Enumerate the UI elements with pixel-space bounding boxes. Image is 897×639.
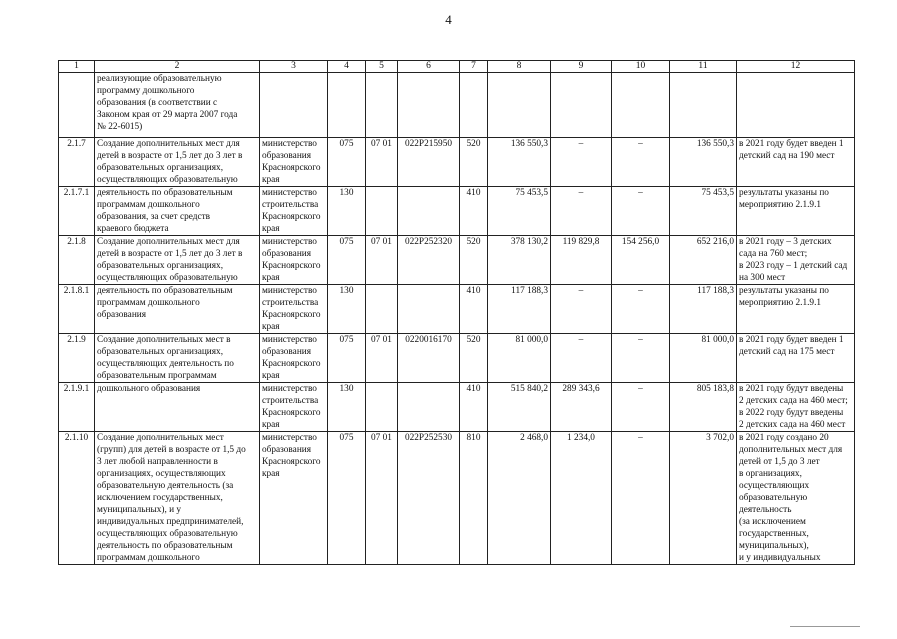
- cell-name: деятельность по образовательным программам дошкольного образования: [95, 285, 260, 334]
- cell-c8: 136 550,3: [488, 138, 551, 187]
- cell-c12: в 2021 году – 3 детских сада на 760 мест; в 2023 году – 1 детский сад на 300 мест: [737, 236, 855, 285]
- header-cell: 12: [737, 61, 855, 73]
- cell-c10: [612, 73, 670, 138]
- cell-id: [59, 73, 95, 138]
- cell-c6: 022P252530: [398, 432, 460, 565]
- cell-c9: 1 234,0: [551, 432, 612, 565]
- cell-c11: 117 188,3: [670, 285, 737, 334]
- cell-c10: –: [612, 187, 670, 236]
- cell-org: министерство образования Красноярского края: [260, 432, 328, 565]
- cell-org: [260, 73, 328, 138]
- cell-id: 2.1.7.1: [59, 187, 95, 236]
- page-number: 4: [445, 12, 452, 27]
- header-cell: 11: [670, 61, 737, 73]
- cell-id: 2.1.8.1: [59, 285, 95, 334]
- cell-c4: 075: [328, 432, 366, 565]
- table-row: [59, 73, 855, 138]
- cell-c5: [366, 383, 398, 432]
- cell-c6: 0220016170: [398, 334, 460, 383]
- cell-c9: [551, 73, 612, 138]
- header-cell: 4: [328, 61, 366, 73]
- cell-c9: –: [551, 285, 612, 334]
- header-cell: 8: [488, 61, 551, 73]
- cell-c5: [366, 73, 398, 138]
- cell-c10: –: [612, 383, 670, 432]
- cell-c12: в 2021 году будет введен 1 детский сад на 175 мест: [737, 334, 855, 383]
- header-cell: 5: [366, 61, 398, 73]
- cell-c10: –: [612, 432, 670, 565]
- cell-c12: результаты указаны по мероприятию 2.1.9.1: [737, 285, 855, 334]
- cell-c4: 075: [328, 236, 366, 285]
- cell-c9: 289 343,6: [551, 383, 612, 432]
- cell-c8: 81 000,0: [488, 334, 551, 383]
- cell-c7: 520: [460, 236, 488, 285]
- cell-name: Создание дополнительных мест в образовательных организациях, осуществляющих деятельность по образовательным программам: [95, 334, 260, 383]
- table-row: [59, 187, 855, 236]
- cell-c5: [366, 187, 398, 236]
- cell-c9: –: [551, 334, 612, 383]
- cell-c7: 410: [460, 187, 488, 236]
- cell-id: 2.1.10: [59, 432, 95, 565]
- header-cell: 10: [612, 61, 670, 73]
- cell-c6: 022P252320: [398, 236, 460, 285]
- cell-c7: 520: [460, 138, 488, 187]
- cell-c11: 136 550,3: [670, 138, 737, 187]
- cell-c10: 154 256,0: [612, 236, 670, 285]
- cell-org: министерство строительства Красноярского края: [260, 187, 328, 236]
- cell-c9: –: [551, 138, 612, 187]
- cell-c8: [488, 73, 551, 138]
- cell-name: Создание дополнительных мест для детей в возрасте от 1,5 лет до 3 лет в образовательных организациях, осуществляющих образовательную: [95, 236, 260, 285]
- cell-id: 2.1.8: [59, 236, 95, 285]
- header-cell: 6: [398, 61, 460, 73]
- cell-c12: результаты указаны по мероприятию 2.1.9.1: [737, 187, 855, 236]
- cell-c6: [398, 187, 460, 236]
- cell-c4: 130: [328, 285, 366, 334]
- table-row: [59, 285, 855, 334]
- cell-c11: 81 000,0: [670, 334, 737, 383]
- table-row: [59, 138, 855, 187]
- cell-org: министерство образования Красноярского края: [260, 236, 328, 285]
- cell-c8: 378 130,2: [488, 236, 551, 285]
- cell-c4: 075: [328, 334, 366, 383]
- cell-c4: 075: [328, 138, 366, 187]
- cell-c5: 07 01: [366, 138, 398, 187]
- cell-c8: 2 468,0: [488, 432, 551, 565]
- cell-name: деятельность по образовательным программам дошкольного образования, за счет средств краевого бюджета: [95, 187, 260, 236]
- header-cell: 2: [95, 61, 260, 73]
- cell-id: 2.1.9.1: [59, 383, 95, 432]
- cell-c10: –: [612, 334, 670, 383]
- cell-c6: [398, 73, 460, 138]
- cell-c11: 652 216,0: [670, 236, 737, 285]
- cell-c7: 410: [460, 383, 488, 432]
- cell-c8: 117 188,3: [488, 285, 551, 334]
- table-row: [59, 432, 855, 565]
- cell-c7: [460, 73, 488, 138]
- cell-c9: 119 829,8: [551, 236, 612, 285]
- cell-id: 2.1.9: [59, 334, 95, 383]
- cell-c11: 805 183,8: [670, 383, 737, 432]
- cell-c12: [737, 73, 855, 138]
- cell-c7: 410: [460, 285, 488, 334]
- cell-id: 2.1.7: [59, 138, 95, 187]
- table-row: [59, 383, 855, 432]
- cell-c8: 75 453,5: [488, 187, 551, 236]
- cell-c5: 07 01: [366, 432, 398, 565]
- cell-c11: 3 702,0: [670, 432, 737, 565]
- cell-org: министерство строительства Красноярского края: [260, 285, 328, 334]
- cell-org: министерство образования Красноярского края: [260, 138, 328, 187]
- cell-name: дошкольного образования: [95, 383, 260, 432]
- table-row: [59, 334, 855, 383]
- cell-c5: 07 01: [366, 334, 398, 383]
- cell-c6: [398, 383, 460, 432]
- cell-c11: 75 453,5: [670, 187, 737, 236]
- cell-c12: в 2021 году будут введены 2 детских сада на 460 мест; в 2022 году будут введены 2 детских сада на 460 мест: [737, 383, 855, 432]
- cell-c8: 515 840,2: [488, 383, 551, 432]
- header-row: [59, 61, 855, 73]
- cell-c5: [366, 285, 398, 334]
- header-cell: 9: [551, 61, 612, 73]
- cell-org: министерство образования Красноярского края: [260, 334, 328, 383]
- cell-c9: –: [551, 187, 612, 236]
- cell-name: Создание дополнительных мест для детей в возрасте от 1,5 лет до 3 лет в образовательных организациях, осуществляющих образовательную: [95, 138, 260, 187]
- cell-c12: в 2021 году создано 20 дополнительных мест для детей от 1,5 до 3 лет в организациях, осуществляющих образовательную деятельность (за исключением государственных, муниципальных), и у индивидуальных: [737, 432, 855, 565]
- cell-c4: 130: [328, 187, 366, 236]
- header-cell: 1: [59, 61, 95, 73]
- cell-c7: 520: [460, 334, 488, 383]
- budget-table: [58, 60, 855, 565]
- cell-c11: [670, 73, 737, 138]
- cell-name: реализующие образовательную программу дошкольного образования (в соответствии с Законом края от 29 марта 2007 года № 22-6015): [95, 73, 260, 138]
- scan-mark: [790, 626, 860, 627]
- cell-org: министерство строительства Красноярского края: [260, 383, 328, 432]
- cell-c4: [328, 73, 366, 138]
- header-cell: 3: [260, 61, 328, 73]
- cell-c5: 07 01: [366, 236, 398, 285]
- cell-c6: [398, 285, 460, 334]
- cell-c7: 810: [460, 432, 488, 565]
- table-row: [59, 236, 855, 285]
- header-cell: 7: [460, 61, 488, 73]
- cell-c10: –: [612, 285, 670, 334]
- cell-c10: –: [612, 138, 670, 187]
- cell-c4: 130: [328, 383, 366, 432]
- cell-c12: в 2021 году будет введен 1 детский сад на 190 мест: [737, 138, 855, 187]
- cell-name: Создание дополнительных мест (групп) для детей в возрасте от 1,5 до 3 лет любой направленности в организациях, осуществляющих образовательную деятельность (за исключением государственных, муниципальных), и у индивидуальных предпринимателей, осуществляющих образовательную деятельность по образовательным программам дошкольного: [95, 432, 260, 565]
- cell-c6: 022P215950: [398, 138, 460, 187]
